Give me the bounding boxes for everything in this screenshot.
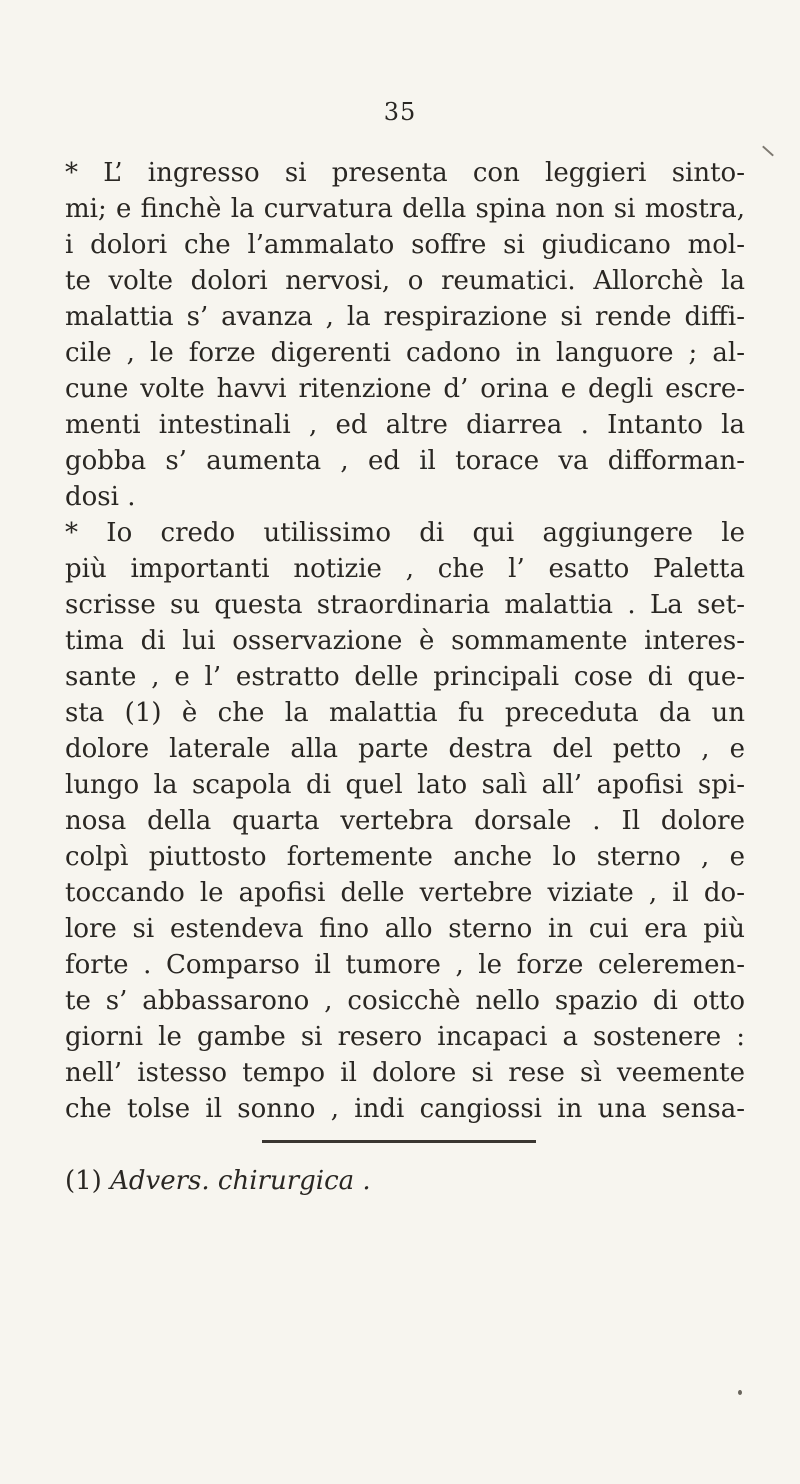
text-line: che tolse il sonno , indi cangiossi in una sensa- [65, 1094, 745, 1124]
footnote-text: Advers. chirurgica . [110, 1166, 371, 1196]
text-line: te s’ abbassarono , cosicchè nello spazio di otto [65, 986, 745, 1016]
text-line: nosa della quarta vertebra dorsale . Il dolore [65, 806, 745, 836]
text-line: lungo la scapola di quel lato salì all’ apofisi spi- [65, 770, 745, 800]
text-line: sante , e l’ estratto delle principali cose di que- [65, 662, 745, 692]
text-line: te volte dolori nervosi, o reumatici. Allorchè la [65, 266, 745, 296]
text-line: gobba s’ aumenta , ed il torace va difforman- [65, 446, 745, 476]
text-line: dosi . [65, 482, 136, 512]
text-line: colpì piuttosto fortemente anche lo sterno , e [65, 842, 745, 872]
text-line: * Io credo utilissimo di qui aggiungere le [65, 518, 745, 548]
text-line: sta (1) è che la malattia fu preceduta da un [65, 698, 745, 728]
text-line: dolore laterale alla parte destra del petto , e [65, 734, 745, 764]
paper-speck [738, 1390, 742, 1395]
text-line: lore si estendeva fino allo sterno in cui era più [65, 914, 745, 944]
text-line: giorni le gambe si resero incapaci a sostenere : [65, 1022, 745, 1052]
text-line: nell’ istesso tempo il dolore si rese sì veemente [65, 1058, 745, 1088]
footnote [65, 1164, 371, 1198]
text-line: cile , le forze digerenti cadono in languore ; al- [65, 338, 745, 368]
text-line: menti intestinali , ed altre diarrea . Intanto la [65, 410, 745, 440]
text-line: toccando le apofisi delle vertebre viziate , il do- [65, 878, 745, 908]
text-line: mi; e finchè la curvatura della spina non si mostra, [65, 194, 745, 224]
text-line: scrisse su questa straordinaria malattia . La set- [65, 590, 745, 620]
footnote-divider [262, 1140, 536, 1143]
text-line: tima di lui osservazione è sommamente interes- [65, 626, 745, 656]
text-line: malattia s’ avanza , la respirazione si rende diffi- [65, 302, 745, 332]
text-line: più importanti notizie , che l’ esatto Paletta [65, 554, 745, 584]
text-line: cune volte havvi ritenzione d’ orina e degli escre- [65, 374, 745, 404]
text-line: i dolori che l’ammalato soffre si giudicano mol- [65, 230, 745, 260]
page-number: 35 [383, 98, 417, 126]
text-line: forte . Comparso il tumore , le forze celeremen- [65, 950, 745, 980]
text-line: * L’ ingresso si presenta con leggieri sinto- [65, 158, 745, 188]
footnote-marker: (1) [65, 1166, 102, 1196]
margin-mark [762, 146, 774, 157]
